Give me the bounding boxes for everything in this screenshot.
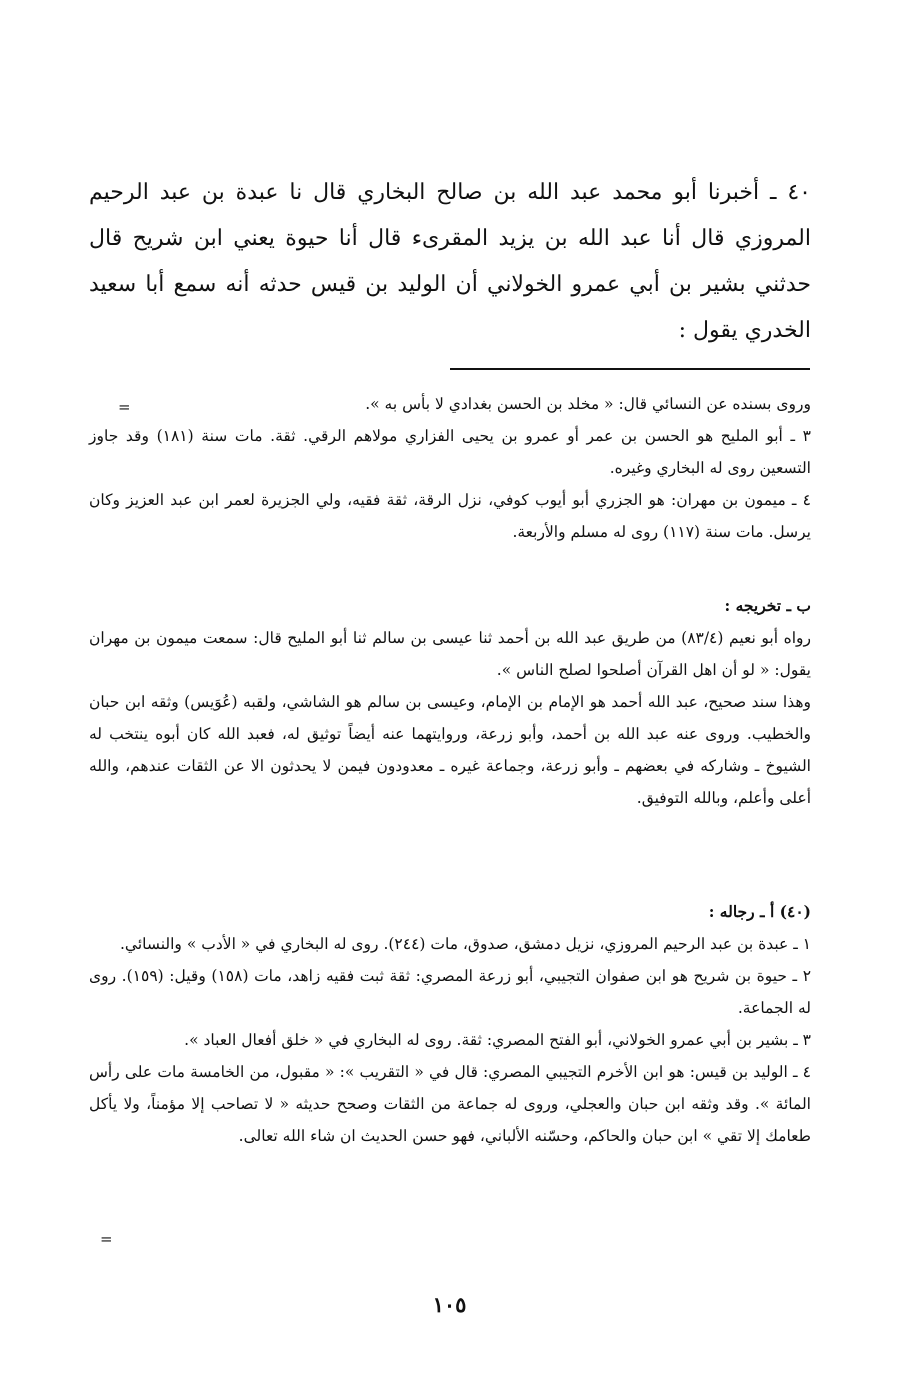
rijal-heading: (٤٠) أ ـ رجاله :	[708, 902, 811, 921]
rijal-item: ٤ ـ الوليد بن قيس: هو ابن الأخرم التجيبي المصري: قال في « التقريب »: « مقبول، من الخامسة مات على رأس المائة ». وقد وثقه ابن حبان والعجلي، وروى له جماعة من الثقات وصحح حديثه « لا تصاحب إلا مؤمناً، ولا يأكل طعامك إلا تقي » ابن حبان والحاكم، وحسّنه الألباني، فهو حسن الحديث ان شاء الله تعالى.	[89, 1063, 811, 1145]
takhrij-paragraph: وهذا سند صحيح، عبد الله أحمد هو الإمام بن الإمام، وعيسى بن سالم هو الشاشي، ولقبه (عُوَيس) وثقه ابن حبان والخطيب. وروى عنه عبد الله بن أحمد، وأبو زرعة، وروايتهما عنه أيضاً توثيق له، فعبد الله كان أبوه ينتخب له الشيوخ ـ وشاركه في بعضهم ـ وأبو زرعة، وجماعة غيره ـ معدودون فيمن لا يحدثون الا عن الثقات عندهم، والله أعلى وأعلم، وبالله التوفيق.	[89, 693, 811, 807]
page-number: ١٠٥	[432, 1292, 467, 1317]
footnote-line: وروى بسنده عن النسائي قال: « مخلد بن الحسن بغدادي لا بأس به ».	[365, 395, 811, 413]
footnotes	[89, 388, 811, 548]
footnote-separator	[450, 368, 810, 370]
rijal-item: ٣ ـ بشير بن أبي عمرو الخولاني، أبو الفتح المصري: ثقة. روى له البخاري في « خلق أفعال العباد ».	[184, 1031, 811, 1049]
rijal-continuation-mark: =	[100, 1230, 113, 1248]
takhrij-heading: ب ـ تخريجه :	[724, 596, 811, 615]
rijal-item: ٢ ـ حيوة بن شريح هو ابن صفوان التجيبي، أبو زرعة المصري: ثقة ثبت فقيه زاهد، مات (١٥٨) وقيل: (١٥٩). روى له الجماعة.	[89, 967, 812, 1017]
rijal-item: ١ ـ عبدة بن عبد الرحيم المروزي، نزيل دمشق، صدوق، مات (٢٤٤). روى له البخاري في « الأدب » والنسائي.	[120, 935, 811, 953]
takhrij-section	[89, 590, 811, 814]
footnote-line: ٤ ـ ميمون بن مهران: هو الجزري أبو أيوب كوفي، نزل الرقة، ثقة فقيه، ولي الجزيرة لعمر ابن عبد العزيز وكان يرسل. مات سنة (١١٧) روى له مسلم والأربعة.	[89, 491, 811, 541]
footnote-continuation-mark: =	[118, 398, 131, 416]
rijal-section	[89, 896, 811, 1152]
takhrij-paragraph: رواه أبو نعيم (٨٣/٤) من طريق عبد الله بن أحمد ثنا عيسى بن سالم ثنا أبو المليح قال: سمعت ميمون بن مهران يقول: « لو أن اهل القرآن أصلحوا لصلح الناس ».	[89, 629, 811, 679]
main-hadith-text: ٤٠ ـ أخبرنا أبو محمد عبد الله بن صالح البخاري قال نا عبدة بن عبد الرحيم المروزي قال أنا عبد الله بن يزيد المقرىء قال أنا حيوة يعني ابن شريح قال حدثني بشير بن أبي عمرو الخولاني أن الوليد بن قيس حدثه أنه سمع أبا سعيد الخدري يقول :	[89, 180, 811, 343]
footnote-line: ٣ ـ أبو المليح هو الحسن بن عمر أو عمرو بن يحيى الفزاري مولاهم الرقي. ثقة. مات سنة (١٨١) وقد جاوز التسعين روى له البخاري وغيره.	[89, 427, 811, 477]
